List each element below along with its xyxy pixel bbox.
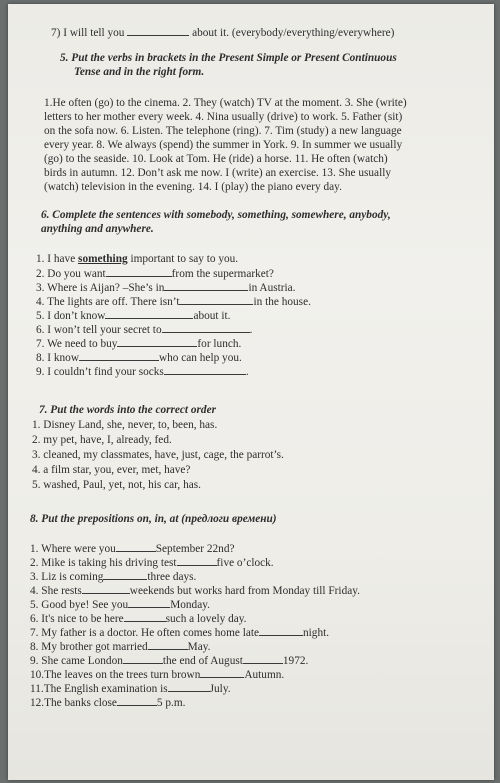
answer-blank[interactable]: [117, 696, 157, 706]
exercise-8-item-12: 12.The banks close 5 p.m.: [30, 697, 186, 709]
exercise-5-line: 1.He often (go) to the cinema. 2. They (watch) TV at the moment. 3. She (write): [44, 97, 407, 109]
exercise-5-heading: 5. Put the verbs in brackets in the Present Simple or Present Continuous: [60, 52, 397, 64]
exercise-8-item-5: 5. Good bye! See you Monday.: [30, 599, 210, 611]
exercise-7-item: 2. my pet, have, I, already, fed.: [32, 434, 172, 446]
answer-blank[interactable]: [79, 351, 159, 361]
answer-blank[interactable]: [117, 337, 197, 347]
answer-blank[interactable]: [179, 295, 253, 305]
exercise-6-item-1: 1. I have something important to say to you.: [36, 253, 239, 265]
exercise-7-heading: 7. Put the words into the correct order: [39, 404, 216, 416]
exercise-7-item: 3. cleaned, my classmates, have, just, cage, the parrot’s.: [32, 449, 284, 461]
exercise-6-heading: 6. Complete the sentences with somebody, something, somewhere, anybody,: [41, 209, 391, 221]
exercise-6-heading-cont: anything and anywhere.: [41, 223, 154, 235]
exercise-8-item-10: 10.The leaves on the trees turn brown Autumn.: [30, 669, 285, 681]
answer-blank[interactable]: [259, 626, 303, 636]
answer-blank[interactable]: [105, 309, 193, 319]
answer-blank[interactable]: [127, 26, 189, 36]
exercise-8-item-2: 2. Mike is taking his driving test five o’clock.: [30, 557, 274, 569]
exercise-4-item-7: 7) I will tell you about it. (everybody/everything/everywhere): [51, 27, 395, 39]
exercise-6-item-4: 4. The lights are off. There isn’t in the house.: [36, 296, 311, 308]
exercise-7-item: 1. Disney Land, she, never, to, been, has.: [32, 419, 218, 431]
exercise-5-line: on the sofa now. 6. Listen. The telephone (ring). 7. Tim (study) a new language: [44, 125, 402, 137]
exercise-7-item: 4. a film star, you, ever, met, have?: [32, 464, 191, 476]
exercise-5-heading-cont: Tense and in the right form.: [74, 66, 205, 78]
exercise-6-item-6: 6. I won’t tell your secret to .: [36, 324, 253, 336]
answer-blank[interactable]: [164, 365, 246, 375]
exercise-8-item-4: 4. She rests weekends but works hard from Monday till Friday.: [30, 585, 360, 597]
answer-blank[interactable]: [200, 668, 244, 678]
exercise-8-heading: 8. Put the prepositions on, in, at (предлоги времени): [30, 513, 277, 525]
answer-blank[interactable]: [177, 556, 217, 566]
exercise-6-item-3: 3. Where is Aijan? –She’s in in Austria.: [36, 282, 296, 294]
exercise-5-line: every year. 8. We always (spend) the summer in York. 9. In summer we usually: [44, 139, 403, 151]
exercise-5-line: letters to her mother every week. 4. Nina usually (drive) to work. 5. Father (sit): [44, 111, 403, 123]
answer-blank[interactable]: [103, 570, 147, 580]
exercise-5-line: birds in autumn. 12. Don’t ask me now. I (write) an exercise. 13. She usually: [44, 167, 391, 179]
exercise-8-item-1: 1. Where were you September 22nd?: [30, 543, 235, 555]
exercise-8-item-6: 6. It's nice to be here such a lovely day.: [30, 613, 247, 625]
exercise-6-item-5: 5. I don’t know about it.: [36, 310, 231, 322]
answer-blank[interactable]: [106, 267, 172, 277]
exercise-8-item-8: 8. My brother got married May.: [30, 641, 211, 653]
answer-blank[interactable]: [243, 654, 283, 664]
answer-blank[interactable]: [124, 612, 166, 622]
answer-blank[interactable]: [123, 654, 163, 664]
exercise-5-line: (watch) television in the evening. 14. I (play) the piano every day.: [44, 181, 342, 193]
exercise-8-item-7: 7. My father is a doctor. He often comes home late night.: [30, 627, 330, 639]
answer-blank[interactable]: [162, 323, 250, 333]
answer-blank[interactable]: [128, 598, 170, 608]
exercise-7-item: 5. washed, Paul, yet, not, his car, has.: [32, 479, 201, 491]
answer-blank[interactable]: [82, 584, 130, 594]
exercise-6-item-7: 7. We need to buy for lunch.: [36, 338, 242, 350]
answer-blank[interactable]: [116, 542, 156, 552]
exercise-8-item-9: 9. She came London the end of August 1972.: [30, 655, 309, 667]
exercise-6-item-2: 2. Do you want from the supermarket?: [36, 268, 274, 280]
answer-blank[interactable]: [164, 281, 248, 291]
answer-blank[interactable]: [168, 682, 210, 692]
exercise-8-item-11: 11.The English examination is July.: [30, 683, 231, 695]
answer-blank[interactable]: [148, 640, 188, 650]
exercise-5-line: (go) to the seaside. 10. Look at Tom. He (ride) a horse. 11. He often (watch): [44, 153, 388, 165]
exercise-6-item-9: 9. I couldn’t find your socks .: [36, 366, 249, 378]
exercise-8-item-3: 3. Liz is coming three days.: [30, 571, 197, 583]
worksheet-page: [8, 4, 494, 780]
exercise-6-item-8: 8. I know who can help you.: [36, 352, 242, 364]
